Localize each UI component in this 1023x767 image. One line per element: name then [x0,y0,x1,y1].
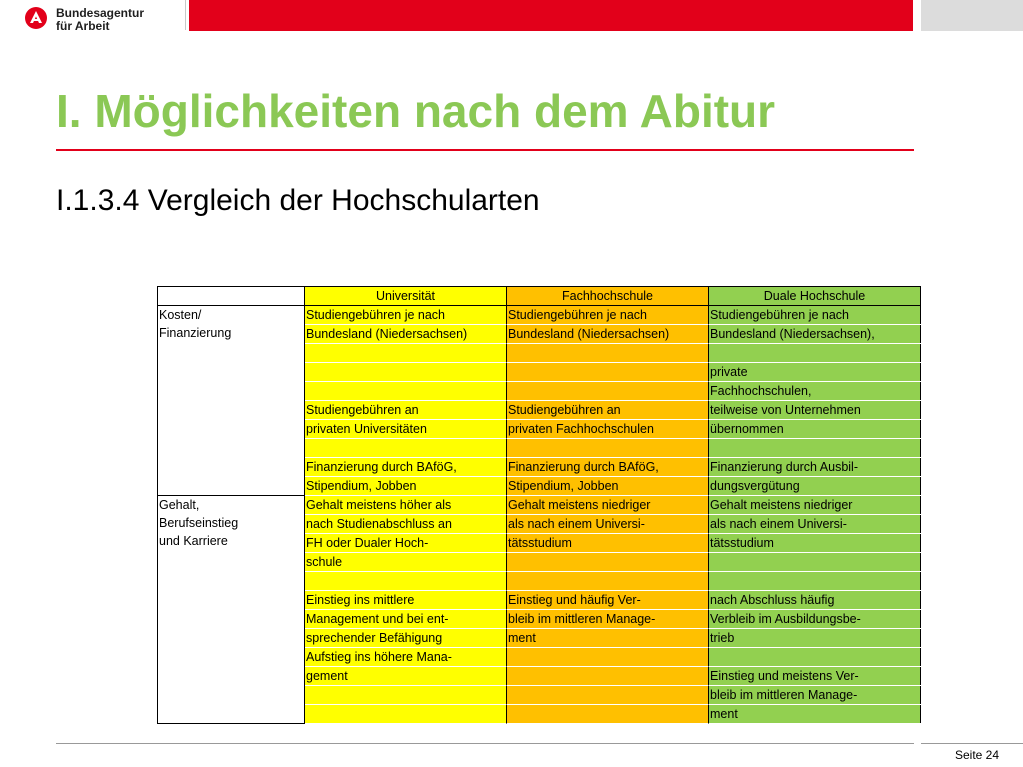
cell-universitaet [305,686,507,705]
cell-fachhochschule: ment [507,629,709,648]
cell-duale-hochschule: ment [709,705,921,724]
cell-duale-hochschule: trieb [709,629,921,648]
cell-duale-hochschule: private [709,363,921,382]
cell-duale-hochschule [709,344,921,363]
cell-fachhochschule: tätsstudium [507,534,709,553]
header-separator [185,0,186,30]
section-label [158,306,305,496]
column-header-universitaet: Universität [305,287,507,306]
cell-universitaet [305,344,507,363]
cell-fachhochschule [507,363,709,382]
cell-fachhochschule [507,344,709,363]
cell-fachhochschule [507,648,709,667]
cell-duale-hochschule [709,572,921,591]
cell-duale-hochschule: Einstieg und meistens Ver- [709,667,921,686]
cell-duale-hochschule: Gehalt meistens niedriger [709,496,921,515]
section-label-line: Kosten/ [159,308,202,322]
cell-universitaet: privaten Universitäten [305,420,507,439]
cell-duale-hochschule: teilweise von Unternehmen [709,401,921,420]
cell-duale-hochschule: tätsstudium [709,534,921,553]
cell-universitaet: Finanzierung durch BAföG, [305,458,507,477]
section-label-line: Gehalt, [159,498,200,512]
table-row [158,496,921,515]
cell-duale-hochschule: übernommen [709,420,921,439]
cell-universitaet [305,705,507,724]
cell-fachhochschule [507,705,709,724]
cell-universitaet: schule [305,553,507,572]
cell-fachhochschule [507,667,709,686]
cell-duale-hochschule: als nach einem Universi- [709,515,921,534]
section-label-line: und Karriere [159,534,228,548]
cell-fachhochschule: Finanzierung durch BAföG, [507,458,709,477]
column-header-duale-hochschule: Duale Hochschule [709,287,921,306]
cell-fachhochschule [507,439,709,458]
cell-universitaet: Management und bei ent- [305,610,507,629]
cell-universitaet: Studiengebühren je nach [305,306,507,325]
cell-fachhochschule: Studiengebühren je nach [507,306,709,325]
bundesagentur-logo [24,6,164,32]
table-header-row [158,287,921,306]
section-label [158,496,305,724]
cell-universitaet: gement [305,667,507,686]
cell-universitaet: Bundesland (Niedersachsen) [305,325,507,344]
logo-text-line1: Bundesagentur [56,6,145,20]
section-label-line: Berufseinstieg [159,516,239,530]
cell-fachhochschule: Einstieg und häufig Ver- [507,591,709,610]
cell-duale-hochschule: Bundesland (Niedersachsen), [709,325,921,344]
cell-universitaet: Studiengebühren an [305,401,507,420]
cell-universitaet: Einstieg ins mittlere [305,591,507,610]
section-label-line: Finanzierung [159,326,232,340]
cell-fachhochschule: Stipendium, Jobben [507,477,709,496]
cell-universitaet: Aufstieg ins höhere Mana- [305,648,507,667]
header-gray-box [921,0,1023,31]
cell-universitaet [305,363,507,382]
cell-universitaet: Stipendium, Jobben [305,477,507,496]
title-underline [56,149,914,151]
cell-fachhochschule [507,382,709,401]
cell-universitaet [305,572,507,591]
page-title: I. Möglichkeiten nach dem Abitur [56,85,776,137]
footer-divider-right [921,743,1023,744]
cell-duale-hochschule: nach Abschluss häufig [709,591,921,610]
cell-fachhochschule: Gehalt meistens niedriger [507,496,709,515]
column-header-empty [158,287,305,306]
cell-duale-hochschule: Fachhochschulen, [709,382,921,401]
cell-universitaet [305,382,507,401]
page-number: Seite 24 [955,748,1000,762]
cell-duale-hochschule: Verbleib im Ausbildungsbe- [709,610,921,629]
cell-duale-hochschule [709,553,921,572]
page-subtitle: I.1.3.4 Vergleich der Hochschularten [56,184,540,217]
comparison-table [157,286,921,724]
ba-logo-icon [24,6,48,30]
table-row [158,306,921,325]
cell-fachhochschule: Studiengebühren an [507,401,709,420]
cell-universitaet: sprechender Befähigung [305,629,507,648]
footer-divider [56,743,914,744]
cell-universitaet: nach Studienabschluss an [305,515,507,534]
cell-fachhochschule: bleib im mittleren Manage- [507,610,709,629]
cell-fachhochschule: als nach einem Universi- [507,515,709,534]
cell-universitaet: Gehalt meistens höher als [305,496,507,515]
cell-universitaet [305,439,507,458]
cell-fachhochschule [507,553,709,572]
cell-fachhochschule [507,572,709,591]
cell-duale-hochschule: dungsvergütung [709,477,921,496]
cell-fachhochschule [507,686,709,705]
logo-text-line2: für Arbeit [56,19,110,33]
cell-duale-hochschule [709,439,921,458]
cell-duale-hochschule: bleib im mittleren Manage- [709,686,921,705]
cell-duale-hochschule: Studiengebühren je nach [709,306,921,325]
cell-fachhochschule: privaten Fachhochschulen [507,420,709,439]
cell-duale-hochschule: Finanzierung durch Ausbil- [709,458,921,477]
cell-fachhochschule: Bundesland (Niedersachsen) [507,325,709,344]
cell-duale-hochschule [709,648,921,667]
table-body [158,306,921,724]
column-header-fachhochschule: Fachhochschule [507,287,709,306]
header-red-bar [189,0,913,31]
cell-universitaet: FH oder Dualer Hoch- [305,534,507,553]
